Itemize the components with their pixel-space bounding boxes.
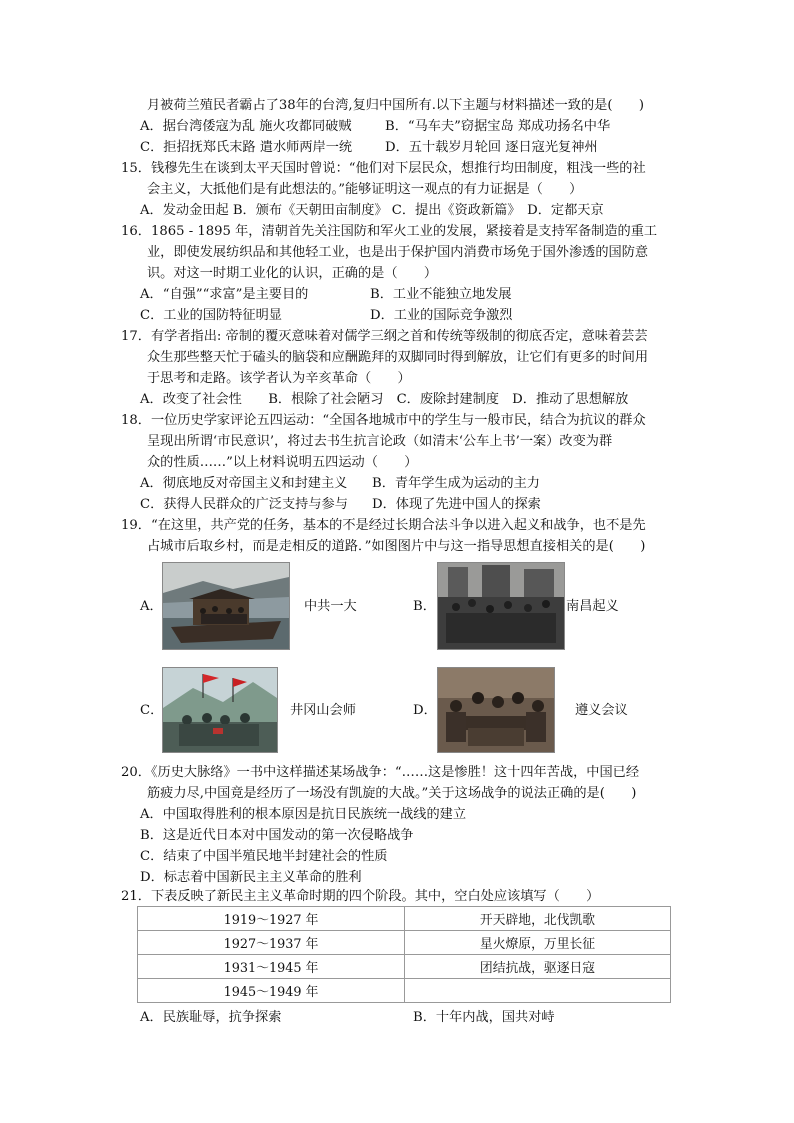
q16-stem-line2: 业，即使发展纺织品和其他轻工业，也是出于保护国内消费市场免于国外渗透的国防意: [147, 245, 649, 260]
q16-stem-line1: 16．1865 - 1895 年，清朝首先关注国防和军火工业的发展，紧接着是支持军备制造的重工: [121, 224, 658, 239]
q19-stem-line1: 19．“在这里，共产党的任务，基本的不是经过长期合法斗争以进入起义和战争，也不是先: [121, 518, 646, 533]
q21-option-a[interactable]: A．民族耻辱，抗争探索: [140, 1010, 282, 1025]
q19-option-c-letter[interactable]: C．: [140, 703, 164, 718]
q18-option-a[interactable]: A．彻底地反对帝国主义和封建主义: [140, 476, 348, 491]
q18-option-b[interactable]: B．青年学生成为运动的主力: [372, 476, 540, 491]
period-cell: 1919～1927 年: [138, 907, 405, 931]
jinggangshan-painting-image: [163, 668, 277, 752]
q18-option-d[interactable]: D．体现了先进中国人的探索: [372, 497, 541, 512]
q16-option-b[interactable]: B．工业不能独立地发展: [370, 287, 512, 302]
uprising-crowd-image: [438, 563, 564, 649]
q19-option-d-label: 遵义会议: [575, 703, 628, 718]
q16-option-a[interactable]: A．“自强”“求富”是主要目的: [140, 287, 309, 302]
q18-stem-line1: 18．一位历史学家评论五四运动：“全国各地城市中的学生与一般市民，结合为抗议的群众: [121, 413, 646, 428]
q14-option-d[interactable]: D．五十载岁月轮回 逐日寇光复神州: [385, 140, 598, 155]
q17-options[interactable]: A．改变了社会性 B．根除了社会陋习 C．废除封建制度 D．推动了思想解放: [140, 392, 629, 407]
q16-option-d[interactable]: D．工业的国际竞争激烈: [370, 308, 513, 323]
description-cell: 开天辟地，北伐凯歌: [405, 907, 671, 931]
q19-option-d-photo[interactable]: [437, 667, 555, 753]
q14-option-a[interactable]: A．据台湾倭寇为乱 施火攻都同破贼: [140, 119, 352, 134]
q17-stem-line2: 众生那些整天忙于磕头的脑袋和应酬跪拜的双脚同时得到解放，让它们有更多的时间用: [147, 350, 649, 365]
q19-option-b-letter[interactable]: B．: [413, 599, 436, 614]
q14-option-b[interactable]: B．“马车夫”窃据宝岛 郑成功扬名中华: [385, 119, 611, 134]
description-cell: 团结抗战，驱逐日寇: [405, 955, 671, 979]
q14-stem: 月被荷兰殖民者霸占了38年的台湾,复归中国所有.以下主题与材料描述一致的是( ): [147, 98, 645, 113]
q20-option-a[interactable]: A．中国取得胜利的根本原因是抗日民族统一战线的建立: [140, 807, 467, 822]
q18-stem-line3: 众的性质……”以上材料说明五四运动（ ）: [147, 455, 418, 470]
q20-option-c[interactable]: C．结束了中国半殖民地半封建社会的性质: [140, 849, 388, 864]
q20-option-d[interactable]: D．标志着中国新民主主义革命的胜利: [140, 870, 362, 885]
table-row: [138, 955, 671, 979]
stages-table: [137, 906, 671, 1003]
period-cell: 1931～1945 年: [138, 955, 405, 979]
q19-option-c-label: 井冈山会师: [290, 703, 356, 718]
period-cell: 1945～1949 年: [138, 979, 405, 1003]
q17-stem-line3: 于思考和走路。该学者认为辛亥革命（ ）: [147, 371, 411, 386]
q19-option-c-photo[interactable]: [162, 667, 278, 753]
boat-meeting-image: [163, 563, 289, 649]
q17-stem-line1: 17．有学者指出: 帝制的覆灭意味着对儒学三纲之首和传统等级制的彻底否定，意味着芸芸: [121, 329, 648, 344]
q16-option-c[interactable]: C．工业的国防特征明显: [140, 308, 282, 323]
blank-answer-cell: [405, 979, 671, 1003]
q19-option-d-letter[interactable]: D．: [413, 703, 437, 718]
q16-stem-line3: 识。对这一时期工业化的认识，正确的是（ ）: [147, 266, 438, 281]
period-cell: 1927～1937 年: [138, 931, 405, 955]
q20-option-b[interactable]: B．这是近代日本对中国发动的第一次侵略战争: [140, 828, 414, 843]
q21-option-b[interactable]: B．十年内战，国共对峙: [413, 1010, 555, 1025]
q19-option-a-letter[interactable]: A．: [140, 599, 163, 614]
table-row: [138, 907, 671, 931]
q15-stem-line2: 会主义，大抵他们是有此想法的。”能够证明这一观点的有力证据是（ ）: [147, 182, 583, 197]
q15-stem-line1: 15．钱穆先生在谈到太平天国时曾说：“他们对下层民众，想推行均田制度，粗浅一些的社: [121, 161, 646, 176]
q14-option-c[interactable]: C．拒招抚郑氏末路 遣水师两岸一统: [140, 140, 353, 155]
zunyi-meeting-image: [438, 668, 554, 752]
table-row: [138, 979, 671, 1003]
q19-option-a-label: 中共一大: [304, 599, 357, 614]
q19-option-b-photo[interactable]: [437, 562, 565, 650]
q19-option-a-photo[interactable]: [162, 562, 290, 650]
table-row: [138, 931, 671, 955]
q21-stem: 21．下表反映了新民主主义革命时期的四个阶段。其中，空白处应该填写（ ）: [121, 889, 600, 904]
q20-stem-line2: 筋疲力尽,中国竟是经历了一场没有凯旋的大战。”关于这场战争的说法正确的是( ): [147, 786, 637, 801]
q19-option-b-label: 南昌起义: [566, 599, 619, 614]
q19-stem-line2: 占城市后取乡村，而是走相反的道路．”如图图片中与这一指导思想直接相关的是( ): [147, 539, 646, 554]
description-cell: 星火燎原，万里长征: [405, 931, 671, 955]
q15-options[interactable]: A．发动金田起 B．颁布《天朝田亩制度》 C．提出《资政新篇》 D．定都天京: [140, 203, 604, 218]
q20-stem-line1: 20．《历史大脉络》一书中这样描述某场战争：“……这是惨胜！这十四年苦战，中国已经: [121, 765, 640, 780]
q18-stem-line2: 呈现出所谓‘市民意识’，将过去书生抗言论政（如清末‘公车上书’一案）改变为群: [147, 434, 613, 449]
q18-option-c[interactable]: C．获得人民群众的广泛支持与参与: [140, 497, 348, 512]
